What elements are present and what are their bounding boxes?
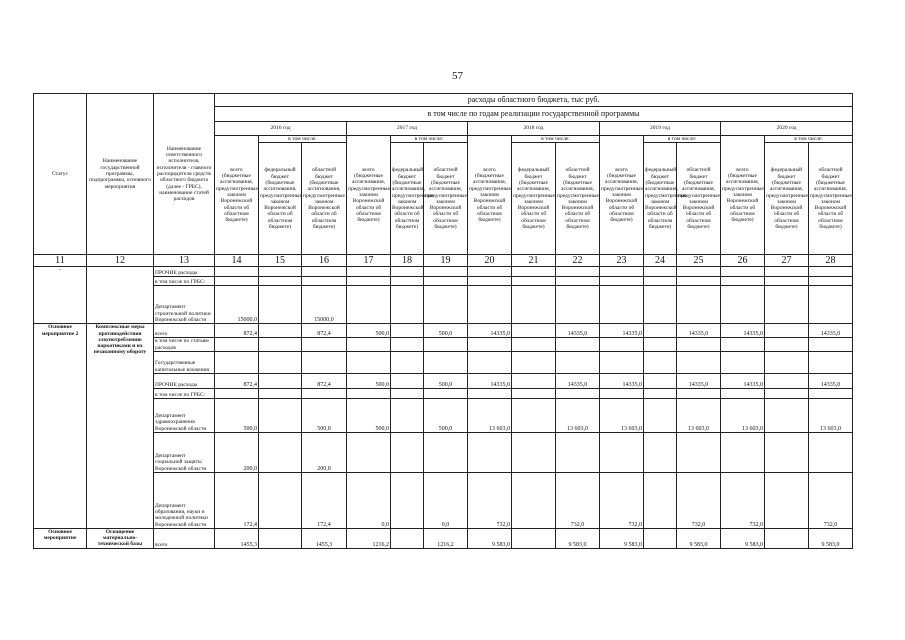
column-number: 24 xyxy=(644,255,677,267)
row-value xyxy=(677,277,721,286)
row-value xyxy=(644,324,677,338)
row-value xyxy=(391,432,424,472)
row-value xyxy=(512,338,556,352)
row-value xyxy=(424,267,468,277)
row-value xyxy=(765,277,809,286)
row-value xyxy=(259,388,302,398)
row-value xyxy=(468,286,512,324)
row-value xyxy=(347,286,391,324)
column-number: 19 xyxy=(424,255,468,267)
column-number: 20 xyxy=(468,255,512,267)
row-value xyxy=(424,388,468,398)
table-body xyxy=(34,267,853,549)
row-value: 1455,3 xyxy=(215,528,259,548)
column-number: 15 xyxy=(259,255,302,267)
row-value xyxy=(556,267,600,277)
row-value xyxy=(512,373,556,388)
row-value xyxy=(512,528,556,548)
row-value xyxy=(644,286,677,324)
row-value xyxy=(391,324,424,338)
table-row xyxy=(34,351,853,373)
row-value xyxy=(765,286,809,324)
header-status: Статус xyxy=(34,94,87,255)
row-value xyxy=(512,351,556,373)
row-value: 14335,0 xyxy=(600,373,644,388)
row-value xyxy=(644,388,677,398)
row-label: ПРОЧИЕ расходы xyxy=(154,267,215,277)
row-value: 14335,0 xyxy=(809,324,853,338)
row-value xyxy=(302,338,347,352)
column-number: 16 xyxy=(302,255,347,267)
budget-table xyxy=(33,93,853,549)
row-value xyxy=(556,277,600,286)
row-value: 9 583,0 xyxy=(600,528,644,548)
row-value xyxy=(259,277,302,286)
header-regional: областной бюджет (бюджетные ассигнования, предусмотренные законом Воронежской области об областном бюджете) xyxy=(809,143,853,255)
row-status: Основное мероприятие xyxy=(34,528,87,548)
table-row xyxy=(34,373,853,388)
header-federal: федеральный бюджет (бюджетные ассигнования, предусмотренные законом Воронежской области об областном бюджете) xyxy=(391,143,424,255)
table-row xyxy=(34,286,853,324)
row-value xyxy=(424,351,468,373)
row-value xyxy=(721,432,765,472)
header-in-that-number: в том числе: xyxy=(512,136,600,143)
column-number: 17 xyxy=(347,255,391,267)
row-value xyxy=(302,351,347,373)
column-number: 13 xyxy=(154,255,215,267)
row-value xyxy=(809,351,853,373)
header-sub: в том числе по годам реализации государственной программы xyxy=(215,107,853,122)
row-value xyxy=(721,277,765,286)
row-value xyxy=(644,351,677,373)
row-value: 500,0 xyxy=(347,398,391,432)
row-value: 14335,0 xyxy=(468,324,512,338)
row-value xyxy=(765,373,809,388)
row-value xyxy=(600,286,644,324)
row-value xyxy=(259,432,302,472)
table-row xyxy=(34,277,853,286)
row-value xyxy=(765,398,809,432)
row-value xyxy=(259,286,302,324)
row-value: 732,0 xyxy=(721,472,765,528)
header-year-2020: 2020 год xyxy=(721,122,853,136)
column-number: 21 xyxy=(512,255,556,267)
row-value xyxy=(721,286,765,324)
row-value: 0,0 xyxy=(424,472,468,528)
row-value: 14335,0 xyxy=(721,373,765,388)
row-value: 9 583,0 xyxy=(468,528,512,548)
row-value: 9 583,0 xyxy=(556,528,600,548)
header-total: всего (бюджетные ассигнования, предусмотренные законом Воронежской области об областном бюджете) xyxy=(347,136,391,255)
row-value xyxy=(644,277,677,286)
row-value xyxy=(809,338,853,352)
row-label: в том числе по ГРБС: xyxy=(154,277,215,286)
row-value xyxy=(215,267,259,277)
row-value xyxy=(259,398,302,432)
row-value xyxy=(600,432,644,472)
row-value xyxy=(215,277,259,286)
header-regional: областной бюджет (бюджетные ассигнования, предусмотренные законом Воронежской области об областном бюджете) xyxy=(556,143,600,255)
row-value: 872,4 xyxy=(215,324,259,338)
column-number: 26 xyxy=(721,255,765,267)
header-in-that-number: в том числе: xyxy=(765,136,853,143)
row-label: в том числе по статьям расходов xyxy=(154,338,215,352)
header-federal: федеральный бюджет (бюджетные ассигнования, предусмотренные законом Воронежской области об областном бюджете) xyxy=(512,143,556,255)
row-value xyxy=(347,432,391,472)
row-value xyxy=(721,267,765,277)
row-value xyxy=(259,324,302,338)
row-value: 14335,0 xyxy=(468,373,512,388)
row-value xyxy=(215,351,259,373)
row-value xyxy=(677,286,721,324)
row-value xyxy=(347,388,391,398)
row-value xyxy=(302,267,347,277)
row-value: 13 603,0 xyxy=(809,398,853,432)
row-value xyxy=(644,528,677,548)
row-value: 732,0 xyxy=(600,472,644,528)
row-value xyxy=(677,351,721,373)
row-value: 500,0 xyxy=(215,398,259,432)
row-label: всего xyxy=(154,528,215,548)
row-label: в том числе по ГРБС: xyxy=(154,388,215,398)
row-value xyxy=(468,432,512,472)
row-value xyxy=(644,267,677,277)
row-value: 872,4 xyxy=(215,373,259,388)
row-value: 1216,2 xyxy=(347,528,391,548)
row-value xyxy=(600,277,644,286)
row-label: всего xyxy=(154,324,215,338)
row-value xyxy=(424,286,468,324)
row-value xyxy=(512,398,556,432)
row-value xyxy=(391,277,424,286)
row-value xyxy=(512,324,556,338)
row-value: 15000,0 xyxy=(215,286,259,324)
header-in-that-number: в том числе: xyxy=(644,136,721,143)
row-value xyxy=(809,388,853,398)
row-value xyxy=(512,277,556,286)
row-value xyxy=(556,432,600,472)
header-federal: федеральный бюджет (бюджетные ассигнования, предусмотренные законом Воронежской области об областном бюджете) xyxy=(765,143,809,255)
row-value xyxy=(556,351,600,373)
row-value xyxy=(644,472,677,528)
header-total: всего (бюджетные ассигнования, предусмотренные законом Воронежской области об областном бюджете) xyxy=(600,136,644,255)
row-value xyxy=(391,338,424,352)
row-value: 14335,0 xyxy=(556,373,600,388)
row-label: Департамент социальной защиты Воронежской области xyxy=(154,432,215,472)
row-status: - xyxy=(34,267,87,324)
row-value xyxy=(677,338,721,352)
row-value xyxy=(765,267,809,277)
row-value: 732,0 xyxy=(468,472,512,528)
row-value xyxy=(259,472,302,528)
header-total: всего (бюджетные ассигнования, предусмотренные законом Воронежской области об областном бюджете) xyxy=(721,136,765,255)
row-value xyxy=(765,338,809,352)
column-number: 12 xyxy=(87,255,154,267)
header-in-that-number: в том числе: xyxy=(259,136,347,143)
row-value xyxy=(644,398,677,432)
table-row xyxy=(34,338,853,352)
row-value xyxy=(391,373,424,388)
row-value xyxy=(600,267,644,277)
row-value: 500,0 xyxy=(347,373,391,388)
row-value: 732,0 xyxy=(677,472,721,528)
header-year-2019: 2019 год xyxy=(600,122,721,136)
row-value: 872,4 xyxy=(302,324,347,338)
row-value xyxy=(302,277,347,286)
row-value xyxy=(424,432,468,472)
row-value xyxy=(424,338,468,352)
column-number: 11 xyxy=(34,255,87,267)
row-value xyxy=(765,472,809,528)
column-number: 23 xyxy=(600,255,644,267)
row-label: Департамент образования, науки и молодежной политики Воронежской области xyxy=(154,472,215,528)
row-value: 1216,2 xyxy=(424,528,468,548)
row-label: Государственные капитальные вложения xyxy=(154,351,215,373)
row-label: Департамент здравоохранения Воронежской области xyxy=(154,398,215,432)
header-regional: областной бюджет (бюджетные ассигнования, предусмотренные законом Воронежской области об областном бюджете) xyxy=(677,143,721,255)
row-value: 732,0 xyxy=(809,472,853,528)
table-row xyxy=(34,398,853,432)
row-value: 200,0 xyxy=(302,432,347,472)
header-main: расходы областного бюджета, тыс руб. xyxy=(215,94,853,107)
row-value xyxy=(765,324,809,338)
row-value xyxy=(512,472,556,528)
row-value: 1455,3 xyxy=(302,528,347,548)
row-value xyxy=(391,398,424,432)
row-value: 172,4 xyxy=(302,472,347,528)
row-label: ПРОЧИЕ расходы xyxy=(154,373,215,388)
page-number: 57 xyxy=(452,70,463,82)
row-value xyxy=(468,277,512,286)
row-value xyxy=(600,388,644,398)
row-value: 13 603,0 xyxy=(600,398,644,432)
row-value xyxy=(721,338,765,352)
row-value xyxy=(391,351,424,373)
row-value: 13 603,0 xyxy=(556,398,600,432)
row-value xyxy=(391,267,424,277)
row-value: 0,0 xyxy=(347,472,391,528)
row-value: 14335,0 xyxy=(677,373,721,388)
row-value xyxy=(809,432,853,472)
row-program-name xyxy=(87,267,154,324)
row-value xyxy=(677,388,721,398)
table-row xyxy=(34,324,853,338)
row-value xyxy=(721,388,765,398)
row-value xyxy=(721,351,765,373)
row-value: 14335,0 xyxy=(809,373,853,388)
row-value xyxy=(644,338,677,352)
row-value xyxy=(347,351,391,373)
column-number: 28 xyxy=(809,255,853,267)
row-value xyxy=(391,286,424,324)
row-value xyxy=(765,351,809,373)
row-value: 500,0 xyxy=(424,373,468,388)
table-row xyxy=(34,528,853,548)
row-value xyxy=(391,472,424,528)
header-federal: федеральный бюджет (бюджетные ассигнования, предусмотренные законом Воронежской области об областном бюджете) xyxy=(644,143,677,255)
row-value: 732,0 xyxy=(556,472,600,528)
row-value xyxy=(468,338,512,352)
header-executor: Наименование ответственного исполнителя, исполнителя - главного распорядителя средств областного бюджета (далее - ГРБС), наименование статей расходов xyxy=(154,94,215,255)
table-row xyxy=(34,267,853,277)
row-value: 9 583,0 xyxy=(677,528,721,548)
row-value xyxy=(556,388,600,398)
row-value: 13 603,0 xyxy=(677,398,721,432)
row-value: 9 583,0 xyxy=(721,528,765,548)
row-value xyxy=(556,286,600,324)
row-value xyxy=(347,277,391,286)
header-regional: областной бюджет (бюджетные ассигнования, предусмотренные законом Воронежской области об областном бюджете) xyxy=(424,143,468,255)
header-year-2016: 2016 год xyxy=(215,122,347,136)
row-label: Департамент строительной политики Воронежской области xyxy=(154,286,215,324)
table-row xyxy=(34,472,853,528)
header-year-2018: 2018 год xyxy=(468,122,600,136)
row-value: 872,4 xyxy=(302,373,347,388)
row-program-name: Комплексные меры противодействия злоупотреблению наркотиками и их незаконному обороту xyxy=(87,324,154,529)
row-value xyxy=(677,267,721,277)
row-value xyxy=(809,277,853,286)
column-number: 14 xyxy=(215,255,259,267)
header-regional: областной бюджет (бюджетные ассигнования, предусмотренные законом Воронежской области об областном бюджете) xyxy=(302,143,347,255)
column-number-row xyxy=(34,255,853,267)
row-value xyxy=(259,267,302,277)
row-value xyxy=(424,277,468,286)
row-value xyxy=(765,528,809,548)
row-value xyxy=(765,432,809,472)
row-value xyxy=(512,286,556,324)
row-value xyxy=(347,338,391,352)
row-value: 13 603,0 xyxy=(721,398,765,432)
row-value: 172,4 xyxy=(215,472,259,528)
column-number: 22 xyxy=(556,255,600,267)
row-value xyxy=(600,338,644,352)
row-value xyxy=(765,388,809,398)
row-value xyxy=(391,528,424,548)
row-value xyxy=(259,528,302,548)
row-value xyxy=(644,432,677,472)
row-value xyxy=(677,432,721,472)
row-value xyxy=(259,338,302,352)
header-year-2017: 2017 год xyxy=(347,122,468,136)
column-number: 18 xyxy=(391,255,424,267)
row-value xyxy=(259,373,302,388)
row-value xyxy=(600,351,644,373)
row-value xyxy=(215,388,259,398)
row-value: 13 603,0 xyxy=(468,398,512,432)
row-program-name: Оснащение материально-технической базы xyxy=(87,528,154,548)
header-total: всего (бюджетные ассигнования, предусмотренные законом Воронежской области об областном бюджете) xyxy=(215,136,259,255)
row-value: 200,0 xyxy=(215,432,259,472)
row-value xyxy=(809,267,853,277)
row-value xyxy=(644,373,677,388)
row-value: 500,0 xyxy=(347,324,391,338)
row-value: 14335,0 xyxy=(556,324,600,338)
row-value xyxy=(468,267,512,277)
row-value xyxy=(556,338,600,352)
row-value: 500,0 xyxy=(424,398,468,432)
row-value xyxy=(302,388,347,398)
row-value: 500,0 xyxy=(424,324,468,338)
table-row xyxy=(34,432,853,472)
row-value xyxy=(512,432,556,472)
row-value xyxy=(259,351,302,373)
header-total: всего (бюджетные ассигнования, предусмотренные законом Воронежской области об областном бюджете) xyxy=(468,136,512,255)
row-value xyxy=(809,286,853,324)
row-value: 14335,0 xyxy=(677,324,721,338)
row-value xyxy=(512,267,556,277)
header-in-that-number: в том числе: xyxy=(391,136,468,143)
row-value xyxy=(391,388,424,398)
row-value xyxy=(512,388,556,398)
row-value xyxy=(347,267,391,277)
row-value: 14335,0 xyxy=(600,324,644,338)
header-program-name: Наименование государственной программы, подпрограммы, основного мероприятия xyxy=(87,94,154,255)
row-value xyxy=(215,338,259,352)
table-row xyxy=(34,388,853,398)
column-number: 25 xyxy=(677,255,721,267)
row-value: 500,0 xyxy=(302,398,347,432)
row-value: 14335,0 xyxy=(721,324,765,338)
row-value xyxy=(468,351,512,373)
row-value xyxy=(468,388,512,398)
header-federal: федеральный бюджет (бюджетные ассигнования, предусмотренные законом Воронежской области об областном бюджете) xyxy=(259,143,302,255)
row-value: 15000,0 xyxy=(302,286,347,324)
row-value: 9 583,0 xyxy=(809,528,853,548)
row-status: Основное мероприятие 2 xyxy=(34,324,87,529)
column-number: 27 xyxy=(765,255,809,267)
